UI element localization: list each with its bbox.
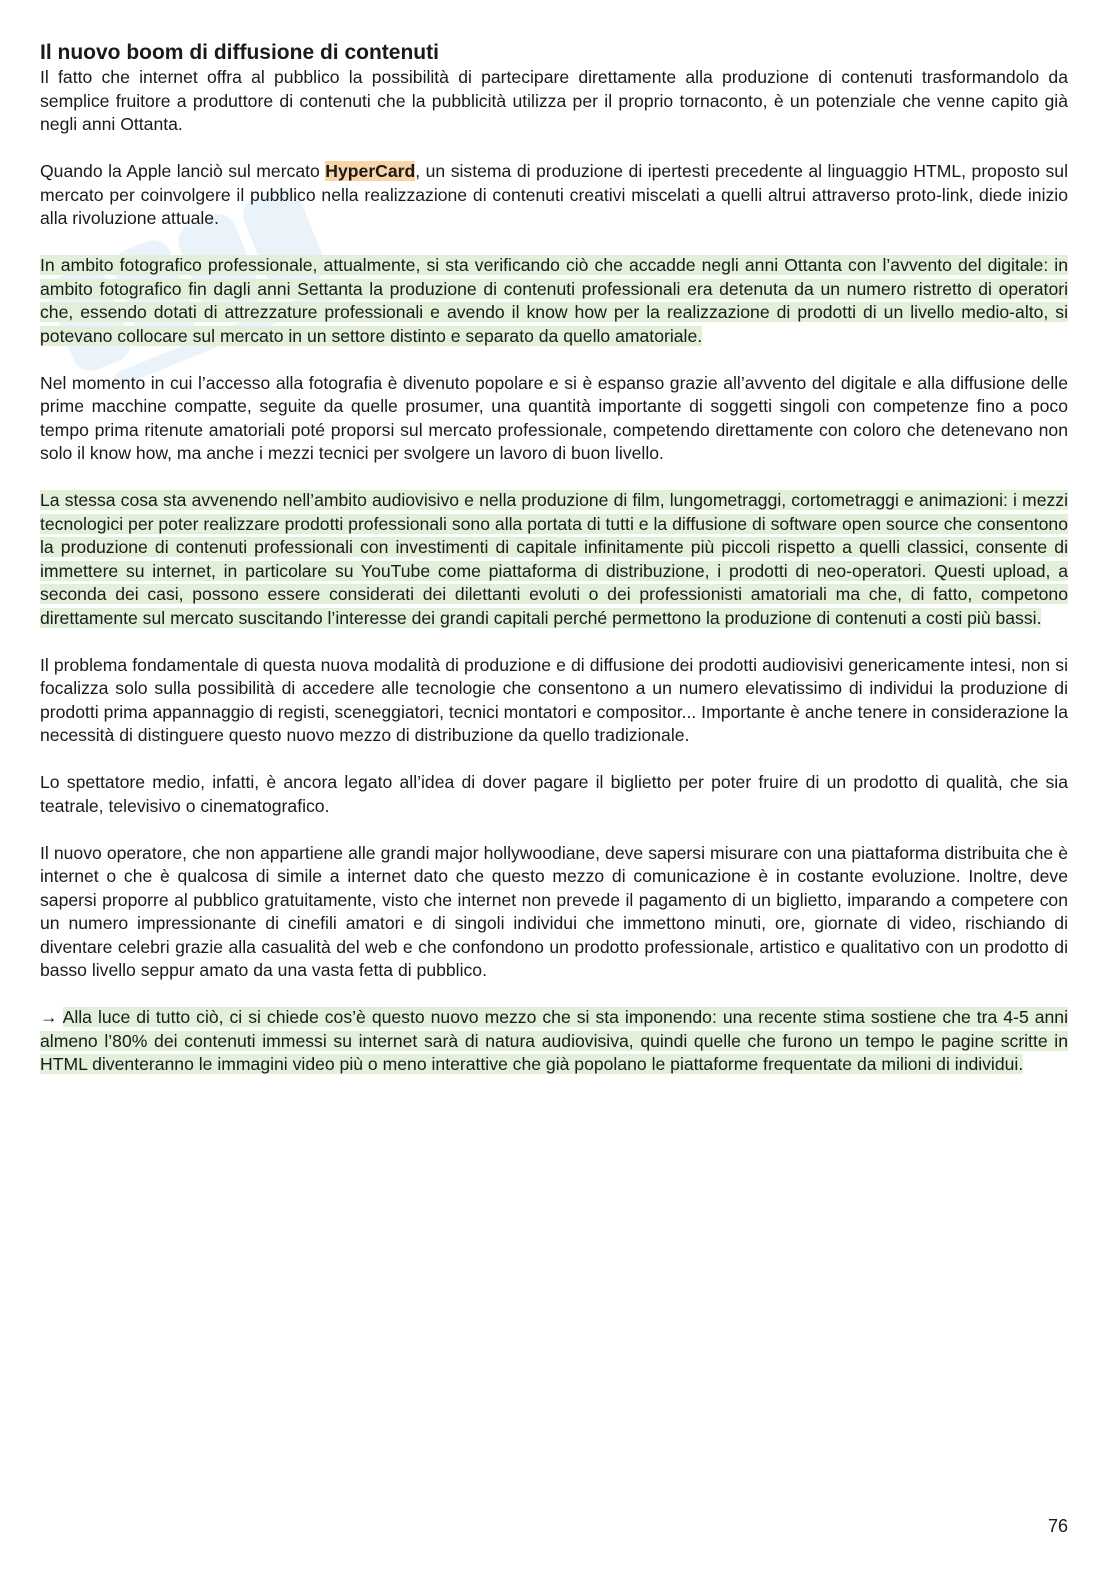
paragraph-4: Nel momento in cui l’accesso alla fotografia è divenuto popolare e si è espanso grazie all’avvento del digitale e alla diffusione delle prime macchine compatte, seguite da quelle prosumer, una quantità importante di soggetti singoli con competenze fino a poco tempo prima ritenute amatoriali poté proporsi sul mercato professionale, competendo direttamente con coloro che detenevano non solo il know how, ma anche i mezzi tecnici per svolgere un lavoro di buon livello.	[40, 372, 1068, 463]
paragraph-7: Lo spettatore medio, infatti, è ancora legato all’idea di dover pagare il biglietto per poter fruire di un prodotto di qualità, che sia teatrale, televisivo o cinematografico.	[40, 772, 1068, 816]
page-title: Il nuovo boom di diffusione di contenuti	[40, 41, 439, 64]
paragraph-2-end: , un sistema di produzione di ipertesti precedente al linguaggio HTML, proposto sul mercato per coinvolgere il pubblico nella realizzazione di contenuti creativi miscelati a quelli altrui attraverso proto-link, diede inizio alla rivoluzione attuale.	[40, 161, 1068, 228]
paragraph-3-highlight: In ambito fotografico professionale, attualmente, si sta verificando ciò che accadde negli anni Ottanta con l’avvento del digitale: in ambito fotografico fin dagli anni Settanta la produzione di contenuti professionali era detenuta da un numero ristretto di operatori che, essendo dotati di attrezzature professionali e avendo il know how per la realizzazione di prodotti di un livello medio-alto, si potevano collocare sul mercato in un settore distinto e separato da quello amatoriale.	[40, 255, 1068, 346]
paragraph-3	[40, 254, 1068, 348]
paragraph-2-start: Quando la Apple lanciò sul mercato	[40, 161, 326, 181]
page-number: 76	[1047, 1516, 1068, 1536]
paragraph-6: Il problema fondamentale di questa nuova modalità di produzione e di diffusione dei prodotti audiovisivi genericamente intesi, non si focalizza solo sulla possibilità di accedere alle tecnologie che consentono a un numero elevatissimo di individui la produzione di prodotti prima appannaggio di registi, sceneggiatori, tecnici montatori e compositor... Importante è anche tenere in considerazione la necessità di distinguere questo nuovo mezzo di distribuzione da quello tradizionale.	[40, 654, 1068, 745]
paragraph-8: Il nuovo operatore, che non appartiene alle grandi major hollywoodiane, deve sapersi misurare con una piattaforma distribuita che è internet o che è qualcosa di simile a internet dato che questo mezzo di comunicazione è in costante evoluzione. Inoltre, deve sapersi proporre al pubblico gratuitamente, visto che internet non prevede il pagamento di un biglietto, imparando a competere con un numero impressionante di cinefili amatori e di singoli individui che immettono minuti, ore, giornate di video, rischiando di diventare celebri grazie alla casualità del web e che confondono un prodotto professionale, artistico e qualitativo con un prodotto di basso livello seppur amato da una vasta fetta di pubblico.	[40, 842, 1068, 980]
paragraph-2	[40, 160, 1068, 231]
paragraph-9	[40, 1006, 1068, 1077]
paragraph-5-highlight: La stessa cosa sta avvenendo nell’ambito audiovisivo e nella produzione di film, lungometraggi, cortometraggi e animazioni: i mezzi tecnologici per poter realizzare prodotti professionali sono alla portata di tutti e la diffusione di software open source che consentono la produzione di contenuti professionali con investimenti di capitale infinitamente più piccoli rispetto a quelli classici, consente di immettere su internet, in particolare su YouTube come piattaforma di distribuzione, i prodotti di neo-operatori. Questi upload, a seconda dei casi, possono essere considerati dei dilettanti evoluti o dei professionisti amatoriali ma che, di fatto, competono direttamente sul mercato suscitando l’interesse dei grandi capitali perché permettono la produzione di contenuti a costi più bassi.	[40, 490, 1068, 628]
arrow-icon: →	[40, 1007, 63, 1027]
paragraph-9-highlight: Alla luce di tutto ciò, ci si chiede cos’è questo nuovo mezzo che si sta imponendo: una recente stima sostiene che tra 4-5 anni almeno l’80% dei contenuti immessi su internet sarà di natura audiovisiva, quindi quelle che furono un tempo le pagine scritte in HTML diventeranno le immagini video più o meno interattive che già popolano le piattaforme frequentate da milioni di individui.	[40, 1007, 1068, 1074]
paragraph-5	[40, 489, 1068, 630]
hypercard-term: HyperCard	[325, 161, 416, 181]
document-page	[40, 40, 1068, 1100]
paragraph-1: Il fatto che internet offra al pubblico la possibilità di partecipare direttamente alla produzione di contenuti trasformandolo da semplice fruitore a produttore di contenuti che la pubblicità utilizza per il proprio tornaconto, è un potenziale che venne capito già negli anni Ottanta.	[40, 67, 1068, 134]
